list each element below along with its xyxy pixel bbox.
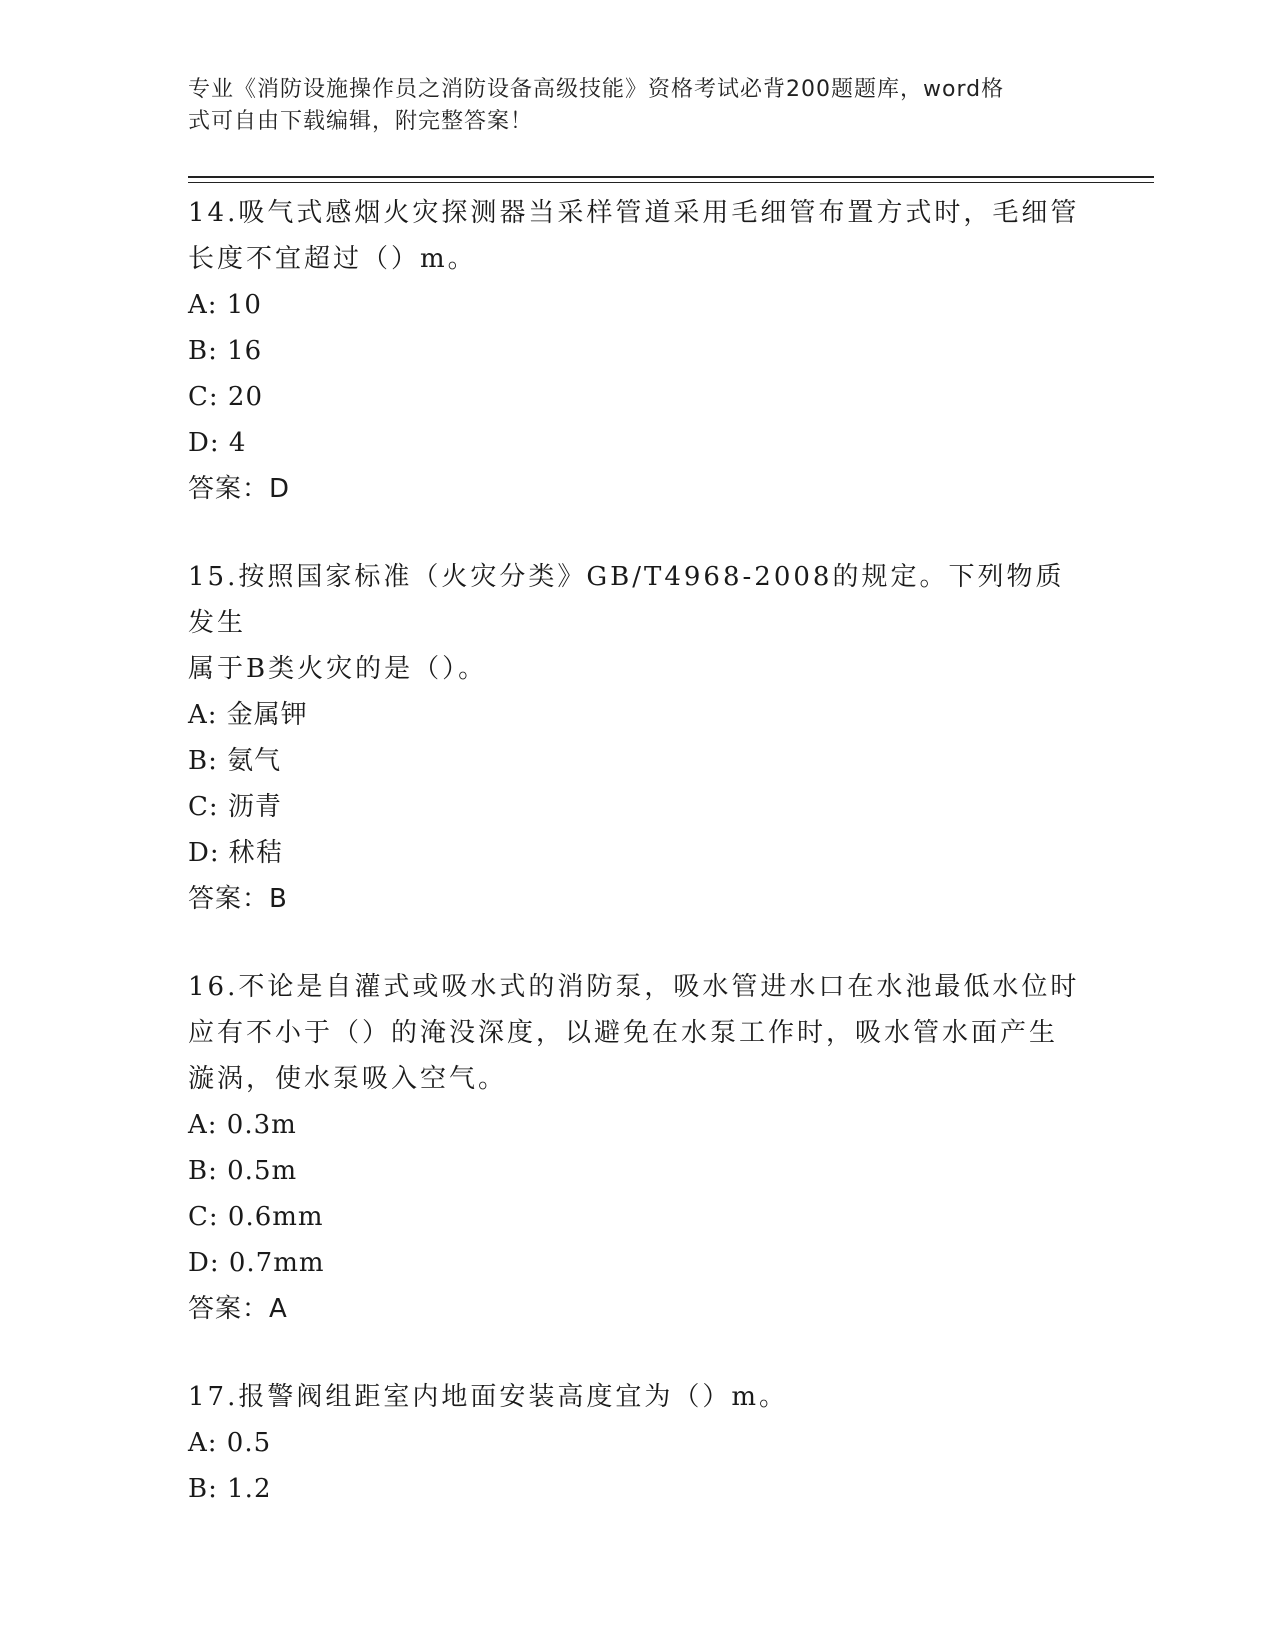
option-a: A: 10 [188,290,262,320]
question-text: 属于B类火灾的是（）。 [188,654,488,684]
option-d: D: 秫秸 [188,838,283,868]
option-d: D: 4 [188,428,247,458]
header-line: 式可自由下载编辑，附完整答案！ [188,109,534,134]
question-17 [188,1374,1088,1512]
question-16 [188,964,1088,1332]
answer: 答案：B [188,884,288,914]
option-a: A: 金属钾 [188,700,308,730]
question-text: 应有不小于（）的淹没深度，以避免在水泵工作时，吸水管水面产生 [188,1018,1059,1048]
answer: 答案：D [188,474,291,504]
option-b: B: 16 [188,336,263,366]
option-c: C: 沥青 [188,792,282,822]
question-text: 14.吸气式感烟火灾探测器当采样管道采用毛细管布置方式时，毛细管 [188,198,1080,228]
option-b: B: 0.5m [188,1156,298,1186]
header-divider-thin [188,182,1154,183]
option-c: C: 0.6mm [188,1202,324,1232]
option-b: B: 1.2 [188,1474,272,1504]
question-15 [188,554,1088,922]
question-text: 漩涡，使水泵吸入空气。 [188,1064,508,1094]
option-a: A: 0.3m [188,1110,297,1140]
option-b: B: 氨气 [188,746,282,776]
document-header [188,74,1068,138]
question-14 [188,190,1088,512]
question-text: 15.按照国家标准（火灾分类》GB/T4968-2008的规定。下列物质发生 [188,562,1065,638]
header-line: 专业《消防设施操作员之消防设备高级技能》资格考试必背200题题库，word格 [188,77,1005,102]
question-list [188,190,1088,1554]
question-text: 17.报警阀组距室内地面安装高度宜为（）m。 [188,1382,789,1412]
question-text: 长度不宜超过（）m。 [188,244,477,274]
option-c: C: 20 [188,382,264,412]
question-text: 16.不论是自灌式或吸水式的消防泵，吸水管进水口在水池最低水位时 [188,972,1080,1002]
answer: 答案：A [188,1294,288,1324]
option-d: D: 0.7mm [188,1248,325,1278]
header-divider [188,176,1154,178]
option-a: A: 0.5 [188,1428,272,1458]
